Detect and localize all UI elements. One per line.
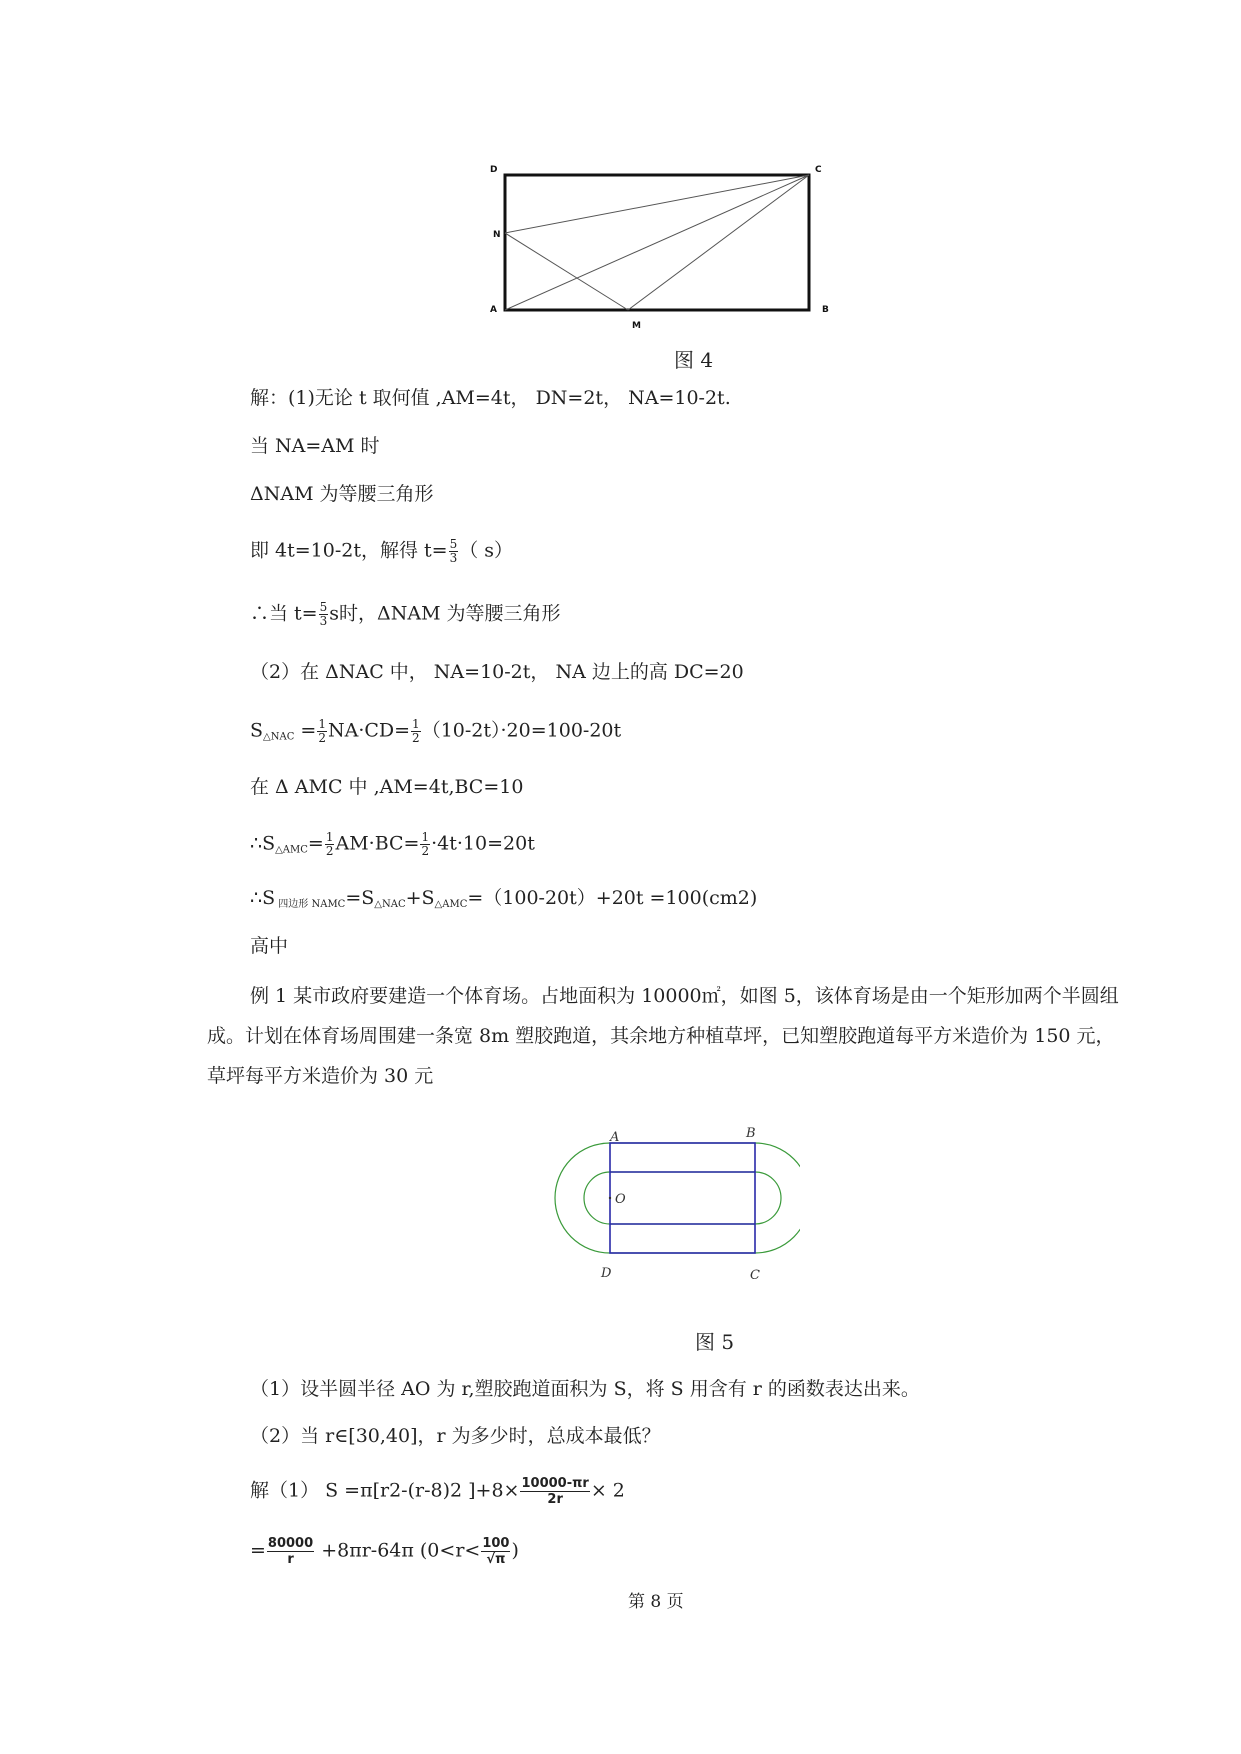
solution-line-3: ΔNAM 为等腰三角形 xyxy=(250,483,434,505)
question-2: （2）当 r∈[30,40]，r 为多少时，总成本最低？ xyxy=(250,1425,661,1447)
segment-nc xyxy=(505,175,809,233)
fraction-5-3: $\frac{5}{3}$ xyxy=(319,600,328,628)
segment-nm xyxy=(505,233,628,310)
segment-mc xyxy=(628,175,809,310)
field-rectangle xyxy=(610,1143,755,1253)
page-number: 第 8 页 xyxy=(628,1592,684,1612)
label-c: C xyxy=(815,165,822,175)
label-m: M xyxy=(632,321,641,331)
solution-line-6: （2）在 ΔNAC 中， NA=10-2t， NA 边上的高 DC=20 xyxy=(250,661,744,683)
line5-text: ∴当 t= xyxy=(250,602,318,625)
inner-track xyxy=(584,1172,781,1224)
fraction-100-sqrt-pi: $\frac{100}{√\pi}$ xyxy=(482,1536,510,1567)
fraction-1-2: $\frac{1}{2}$ xyxy=(318,717,326,745)
figure-5-diagram xyxy=(540,1120,800,1290)
example-1-text: 例 1 某市政府要建造一个体育场。占地面积为 10000㎡，如图 5，该体育场是由一个矩形加两个半圆组成。计划在体育场周围建一条宽 8m 塑胶跑道，其余地方种植草坪，已知塑胶跑道每平方米造价为 150 元，草坪每平方米造价为 30 元 xyxy=(207,985,1119,1087)
figure-4-caption: 图 4 xyxy=(674,348,714,372)
segment-ac xyxy=(505,175,809,310)
label-b: B xyxy=(822,305,829,315)
outer-track xyxy=(555,1143,800,1253)
fraction-1-2: $\frac{1}{2}$ xyxy=(421,830,430,858)
fraction-80000-r: $\frac{80000}{r}$ xyxy=(267,1536,314,1567)
solution2-line-2: = $\frac{80000}{r}$ +8πr-64π (0<r< $\frac{100}{√\pi}$ ) xyxy=(250,1536,519,1567)
solution-line-8: 在 Δ AMC 中 ,AM=4t,BC=10 xyxy=(250,776,524,798)
solution-line-4 xyxy=(250,538,513,565)
solution-line-2: 当 NA=AM 时 xyxy=(250,435,380,457)
line5-suffix: s时，ΔNAM 为等腰三角形 xyxy=(329,602,561,625)
question-1: （1）设半圆半径 AO 为 r,塑胶跑道面积为 S，将 S 用含有 r 的函数表达出来。 xyxy=(250,1378,920,1400)
label-a: A xyxy=(490,305,497,315)
label-a: A xyxy=(610,1130,620,1145)
line4-text: 即 4t=10-2t，解得 t= xyxy=(250,539,448,562)
label-c: C xyxy=(750,1268,760,1283)
figure-5-caption: 图 5 xyxy=(695,1330,735,1354)
solution-line-7: $S_{\triangle NAC}$ = $\frac{1}{2}$ NA·CD= $\frac{1}{2}$ （10-2t）·20=100-20t xyxy=(250,717,622,745)
label-b: B xyxy=(746,1126,756,1141)
fraction-1-2: $\frac{1}{2}$ xyxy=(325,830,334,858)
center-point-o xyxy=(609,1197,611,1199)
solution-line-5 xyxy=(250,601,561,628)
fraction-5-3: $\frac{5}{3}$ xyxy=(449,537,458,565)
solution2-line-1: 解（1） S =π[r2-(r-8)2 ]+8× $\frac{10000-\pi r}{2r}$ × 2 xyxy=(250,1476,625,1507)
figure-4-diagram xyxy=(480,155,840,335)
label-d: D xyxy=(490,165,498,175)
section-title: 高中 xyxy=(250,935,289,957)
label-o: O xyxy=(615,1192,626,1207)
solution-line-9: $\therefore S_{\triangle AMC}=$ $\frac{1}{2}$ AM·BC= $\frac{1}{2}$ ·4t·10=20t xyxy=(250,830,535,858)
solution-line-10: ∴S $_{四边形 NAMC}=S_{\triangle NAC}+S_{\triangle AMC}=(100-20t)+20t =100(cm2)$ xyxy=(250,887,758,910)
fraction-1-2: $\frac{1}{2}$ xyxy=(412,717,420,745)
solution-line-1: 解：(1)无论 t 取何值 ,AM=4t， DN=2t， NA=10-2t. xyxy=(250,387,731,409)
line4-suffix: （ s） xyxy=(459,539,514,562)
label-d: D xyxy=(601,1266,612,1281)
label-n: N xyxy=(493,230,501,240)
fraction-cost: $\frac{10000-\pi r}{2r}$ xyxy=(521,1476,589,1507)
